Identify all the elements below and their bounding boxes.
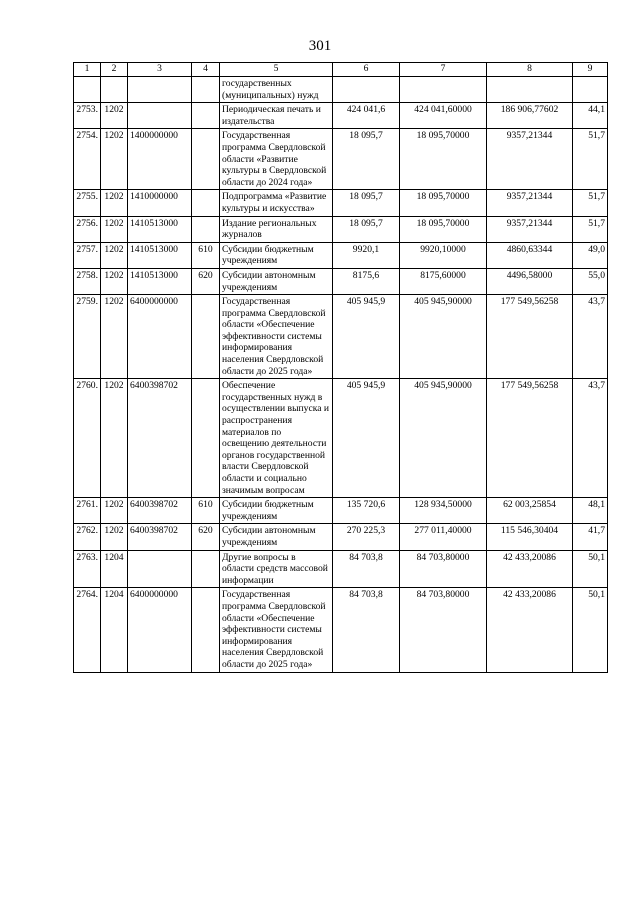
expense-type-cell — [192, 295, 220, 379]
approved-amount-cell: 424 041,6 — [333, 103, 400, 129]
executed-amount-cell: 42 433,20086 — [487, 588, 573, 672]
execution-percent-cell: 43,7 — [573, 295, 608, 379]
row-number-cell: 2755. — [74, 190, 101, 216]
name-cell: Периодическая печать и издательства — [220, 103, 333, 129]
execution-percent-cell: 51,7 — [573, 190, 608, 216]
section-code-cell: 1202 — [101, 268, 128, 294]
header-row — [74, 63, 608, 77]
table-row — [74, 242, 608, 268]
executed-amount-cell: 177 549,56258 — [487, 295, 573, 379]
row-number-cell — [74, 77, 101, 103]
name-cell: Субсидии автономным учреждениям — [220, 268, 333, 294]
approved-amount-cell: 405 945,9 — [333, 379, 400, 498]
table-row — [74, 588, 608, 672]
executed-amount-cell: 186 906,77602 — [487, 103, 573, 129]
row-number-cell: 2754. — [74, 129, 101, 190]
expense-type-cell — [192, 103, 220, 129]
planned-amount-cell: 8175,60000 — [400, 268, 487, 294]
execution-percent-cell: 50,1 — [573, 588, 608, 672]
execution-percent-cell: 51,7 — [573, 129, 608, 190]
target-code-cell: 6400398702 — [128, 498, 192, 524]
name-cell: государственных (муниципальных) нужд — [220, 77, 333, 103]
approved-amount-cell: 18 095,7 — [333, 129, 400, 190]
approved-amount-cell — [333, 77, 400, 103]
section-code-cell: 1202 — [101, 498, 128, 524]
execution-percent-cell: 50,1 — [573, 550, 608, 588]
section-code-cell: 1202 — [101, 524, 128, 550]
row-number-cell: 2757. — [74, 242, 101, 268]
table-row — [74, 498, 608, 524]
budget-table — [73, 62, 608, 673]
planned-amount-cell: 9920,10000 — [400, 242, 487, 268]
section-code-cell: 1202 — [101, 190, 128, 216]
table-row — [74, 524, 608, 550]
header-cell: 5 — [220, 63, 333, 77]
executed-amount-cell: 9357,21344 — [487, 216, 573, 242]
name-cell: Издание региональных журналов — [220, 216, 333, 242]
row-number-cell: 2763. — [74, 550, 101, 588]
approved-amount-cell: 84 703,8 — [333, 550, 400, 588]
table-row — [74, 216, 608, 242]
name-cell: Субсидии автономным учреждениям — [220, 524, 333, 550]
executed-amount-cell: 9357,21344 — [487, 190, 573, 216]
executed-amount-cell: 62 003,25854 — [487, 498, 573, 524]
target-code-cell: 6400000000 — [128, 295, 192, 379]
section-code-cell: 1202 — [101, 129, 128, 190]
name-cell: Субсидии бюджетным учреждениям — [220, 498, 333, 524]
expense-type-cell: 620 — [192, 524, 220, 550]
executed-amount-cell: 9357,21344 — [487, 129, 573, 190]
expense-type-cell — [192, 190, 220, 216]
section-code-cell: 1202 — [101, 295, 128, 379]
expense-type-cell — [192, 216, 220, 242]
header-cell: 3 — [128, 63, 192, 77]
execution-percent-cell: 49,0 — [573, 242, 608, 268]
executed-amount-cell: 177 549,56258 — [487, 379, 573, 498]
approved-amount-cell: 135 720,6 — [333, 498, 400, 524]
approved-amount-cell: 270 225,3 — [333, 524, 400, 550]
expense-type-cell: 610 — [192, 498, 220, 524]
execution-percent-cell: 48,1 — [573, 498, 608, 524]
approved-amount-cell: 8175,6 — [333, 268, 400, 294]
expense-type-cell: 620 — [192, 268, 220, 294]
expense-type-cell — [192, 129, 220, 190]
section-code-cell: 1204 — [101, 550, 128, 588]
executed-amount-cell — [487, 77, 573, 103]
target-code-cell: 1400000000 — [128, 129, 192, 190]
header-cell: 6 — [333, 63, 400, 77]
approved-amount-cell: 9920,1 — [333, 242, 400, 268]
table-row — [74, 190, 608, 216]
target-code-cell: 6400000000 — [128, 588, 192, 672]
section-code-cell: 1202 — [101, 379, 128, 498]
row-number-cell: 2759. — [74, 295, 101, 379]
planned-amount-cell — [400, 77, 487, 103]
row-number-cell: 2756. — [74, 216, 101, 242]
executed-amount-cell: 42 433,20086 — [487, 550, 573, 588]
section-code-cell: 1202 — [101, 242, 128, 268]
approved-amount-cell: 18 095,7 — [333, 216, 400, 242]
name-cell: Государственная программа Свердловской области «Обеспечение эффективности системы информирования населения Свердловской области до 2025 года» — [220, 588, 333, 672]
approved-amount-cell: 18 095,7 — [333, 190, 400, 216]
section-code-cell: 1204 — [101, 588, 128, 672]
header-cell: 7 — [400, 63, 487, 77]
table-row — [74, 77, 608, 103]
expense-type-cell — [192, 77, 220, 103]
header-cell: 2 — [101, 63, 128, 77]
table-row — [74, 268, 608, 294]
planned-amount-cell: 424 041,60000 — [400, 103, 487, 129]
target-code-cell: 1410513000 — [128, 268, 192, 294]
target-code-cell: 6400398702 — [128, 524, 192, 550]
row-number-cell: 2764. — [74, 588, 101, 672]
execution-percent-cell: 55,0 — [573, 268, 608, 294]
executed-amount-cell: 4496,58000 — [487, 268, 573, 294]
execution-percent-cell: 44,1 — [573, 103, 608, 129]
target-code-cell: 1410513000 — [128, 242, 192, 268]
table-row — [74, 550, 608, 588]
planned-amount-cell: 84 703,80000 — [400, 588, 487, 672]
target-code-cell — [128, 103, 192, 129]
row-number-cell: 2753. — [74, 103, 101, 129]
page-number: 301 — [308, 38, 332, 54]
section-code-cell: 1202 — [101, 103, 128, 129]
planned-amount-cell: 18 095,70000 — [400, 129, 487, 190]
row-number-cell: 2762. — [74, 524, 101, 550]
header-cell: 4 — [192, 63, 220, 77]
target-code-cell: 1410000000 — [128, 190, 192, 216]
header-cell: 8 — [487, 63, 573, 77]
expense-type-cell: 610 — [192, 242, 220, 268]
execution-percent-cell — [573, 77, 608, 103]
table-row — [74, 129, 608, 190]
expense-type-cell — [192, 379, 220, 498]
execution-percent-cell: 43,7 — [573, 379, 608, 498]
section-code-cell: 1202 — [101, 216, 128, 242]
name-cell: Государственная программа Свердловской области «Обеспечение эффективности системы информирования населения Свердловской области до 2025 года» — [220, 295, 333, 379]
execution-percent-cell: 41,7 — [573, 524, 608, 550]
planned-amount-cell: 18 095,70000 — [400, 190, 487, 216]
approved-amount-cell: 405 945,9 — [333, 295, 400, 379]
section-code-cell — [101, 77, 128, 103]
row-number-cell: 2760. — [74, 379, 101, 498]
table-row — [74, 379, 608, 498]
name-cell: Государственная программа Свердловской области «Развитие культуры в Свердловской области до 2024 года» — [220, 129, 333, 190]
executed-amount-cell: 115 546,30404 — [487, 524, 573, 550]
target-code-cell — [128, 550, 192, 588]
name-cell: Подпрограмма «Развитие культуры и искусства» — [220, 190, 333, 216]
table-row — [74, 295, 608, 379]
planned-amount-cell: 405 945,90000 — [400, 379, 487, 498]
target-code-cell: 1410513000 — [128, 216, 192, 242]
planned-amount-cell: 405 945,90000 — [400, 295, 487, 379]
row-number-cell: 2761. — [74, 498, 101, 524]
target-code-cell — [128, 77, 192, 103]
name-cell: Обеспечение государственных нужд в осуществлении выпуска и распространения материалов по освещению деятельности органов государственной власти Свердловской области и социально значимым вопросам — [220, 379, 333, 498]
expense-type-cell — [192, 588, 220, 672]
expense-type-cell — [192, 550, 220, 588]
approved-amount-cell: 84 703,8 — [333, 588, 400, 672]
name-cell: Субсидии бюджетным учреждениям — [220, 242, 333, 268]
planned-amount-cell: 277 011,40000 — [400, 524, 487, 550]
table-row — [74, 103, 608, 129]
name-cell: Другие вопросы в области средств массовой информации — [220, 550, 333, 588]
header-cell: 1 — [74, 63, 101, 77]
planned-amount-cell: 128 934,50000 — [400, 498, 487, 524]
planned-amount-cell: 84 703,80000 — [400, 550, 487, 588]
header-cell: 9 — [573, 63, 608, 77]
row-number-cell: 2758. — [74, 268, 101, 294]
executed-amount-cell: 4860,63344 — [487, 242, 573, 268]
execution-percent-cell: 51,7 — [573, 216, 608, 242]
target-code-cell: 6400398702 — [128, 379, 192, 498]
planned-amount-cell: 18 095,70000 — [400, 216, 487, 242]
